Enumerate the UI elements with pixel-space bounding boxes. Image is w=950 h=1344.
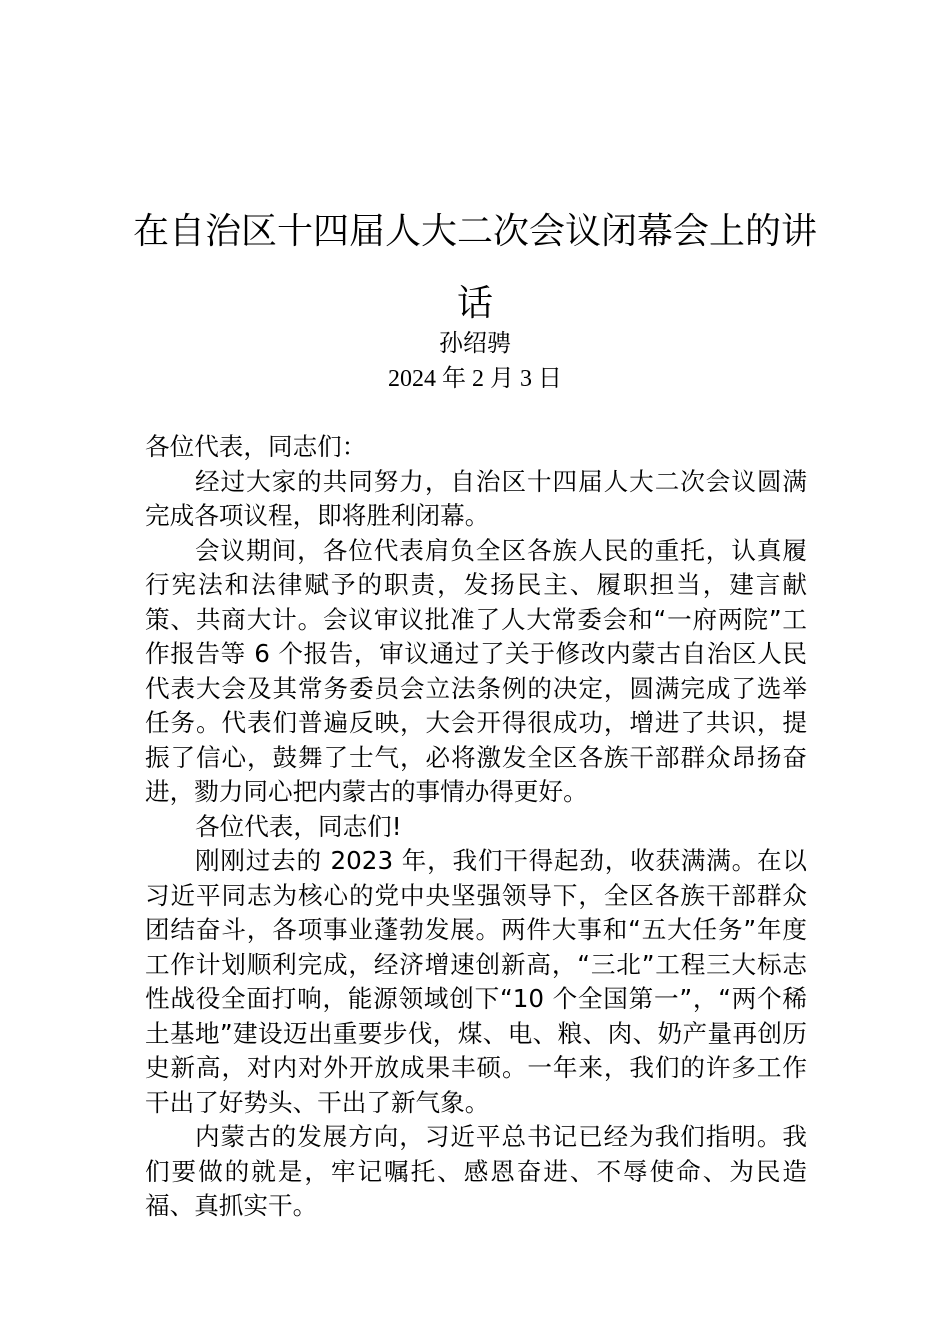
paragraph: 刚刚过去的 2023 年，我们干得起劲，收获满满。在以习近平同志为核心的党中央坚强领导下，全区各族干部群众团结奋斗，各项事业蓬勃发展。两件大事和“五大任务”年度工作计划顺利完成，经济增速创新高，“三北”工程三大标志性战役全面打响，能源领域创下“10 个全国第一”，“两个稀土基地”建设迈出重要步伐，煤、电、粮、肉、奶产量再创历史新高，对内对外开放成果丰硕。一年来，我们的许多工作干出了好势头、干出了新气象。	[145, 846, 807, 1117]
paragraph: 各位代表，同志们!	[195, 811, 402, 841]
paragraph: 会议期间，各位代表肩负全区各族人民的重托，认真履行宪法和法律赋予的职责，发扬民主、履职担当，建言献策、共商大计。会议审议批准了人大常委会和“一府两院”工作报告等 6 个报告，审议通过了关于修改内蒙古自治区人民代表大会及其常务委员会立法条例的决定，圆满完成了选举任务。代表们普遍反映，大会开得很成功，增进了共识，提振了信心，鼓舞了士气，必将激发全区各族干部群众昂扬奋进，勠力同心把内蒙古的事情办得更好。	[145, 535, 807, 806]
paragraph: 经过大家的共同努力，自治区十四届人大二次会议圆满完成各项议程，即将胜利闭幕。	[145, 466, 807, 530]
document-date: 2024 年 2 月 3 日	[388, 366, 562, 392]
document-title: 在自治区十四届人大二次会议闭幕会上的讲话	[132, 211, 817, 324]
document-body	[145, 430, 807, 1224]
document-author: 孙绍骋	[439, 329, 511, 357]
salutation: 各位代表，同志们：	[145, 432, 367, 461]
paragraph: 内蒙古的发展方向，习近平总书记已经为我们指明。我们要做的就是，牢记嘱托、感恩奋进、不辱使命、为民造福、真抓实干。	[145, 1122, 807, 1220]
